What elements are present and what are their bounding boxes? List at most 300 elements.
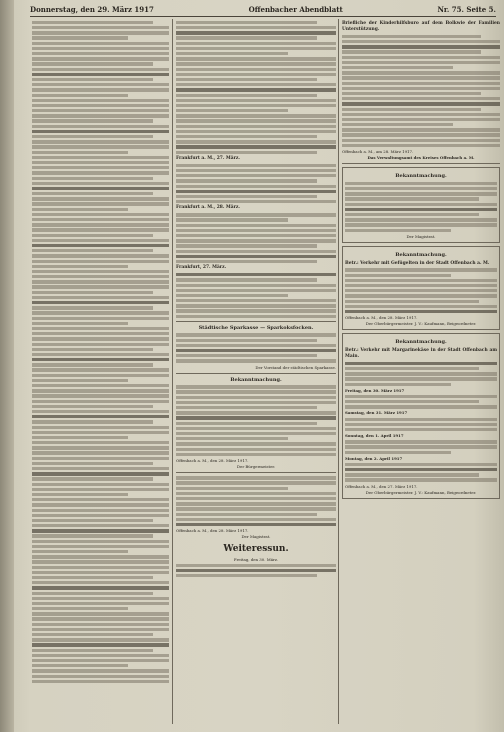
text-line (32, 47, 169, 50)
text-line (176, 427, 336, 430)
announcement-1-signature: Der Magistrat. (406, 233, 436, 239)
notice-b1-title: Briefliche der Kinderhilfsburo auf dem Bolkwie der Familien Unterstützung. (342, 21, 500, 32)
text-line (176, 104, 336, 107)
text-line (176, 349, 336, 352)
text-line (32, 228, 169, 231)
text-line (345, 289, 497, 292)
text-line (32, 368, 169, 371)
text-line (345, 300, 479, 303)
announcement-3 (342, 333, 500, 499)
text-line (32, 254, 169, 257)
text-line (32, 612, 169, 615)
text-line (32, 317, 169, 320)
text-line (176, 304, 336, 307)
text-line (32, 208, 128, 211)
text-line (32, 560, 169, 563)
notice-2-place: Offenbach a. M., den 28. März 1917. (176, 457, 249, 463)
text-line (345, 268, 497, 271)
text-line (342, 108, 481, 111)
notice-b1-signature: Das Verwaltungsamt des Kreises Offenbach a. M. (367, 155, 475, 161)
announcement-3-subject: Betr.: Verkehr mit Margarinekäse in der Stadt Offenbach am Main. (345, 347, 497, 359)
column-1 (32, 19, 169, 724)
text-line (176, 406, 317, 409)
text-line (345, 445, 497, 448)
text-line (176, 185, 336, 188)
text-line (176, 442, 336, 445)
text-line (32, 234, 153, 237)
text-line (345, 400, 479, 403)
text-line (176, 179, 317, 182)
text-line (32, 202, 169, 205)
text-line (176, 502, 336, 505)
text-line (32, 109, 169, 112)
schedule-day-4: Montag, den 2. April 1917 (345, 455, 403, 461)
text-line (32, 488, 169, 491)
text-line (176, 284, 336, 287)
text-line (32, 130, 169, 133)
article-dateline-3: Frankfurt, 27. März. (176, 265, 227, 271)
text-line (345, 440, 497, 443)
text-line (32, 218, 169, 221)
text-line (176, 31, 336, 34)
text-line (32, 498, 169, 501)
text-line (176, 94, 317, 97)
text-line (32, 68, 169, 71)
text-line (176, 190, 336, 193)
text-line (176, 229, 336, 232)
notice-sparkasse-title: Städtische Sparkasse — Sparkoksfocken. (198, 324, 314, 331)
text-line (32, 114, 169, 117)
text-line (32, 156, 169, 159)
text-line (176, 250, 336, 253)
text-line (32, 78, 153, 81)
text-line (345, 203, 497, 206)
text-line (32, 171, 169, 174)
text-line (342, 82, 500, 85)
text-line (342, 87, 500, 90)
text-line (176, 57, 336, 60)
text-line (32, 503, 169, 506)
text-line (345, 468, 497, 471)
text-line (176, 164, 336, 167)
text-line (176, 385, 336, 388)
text-line (32, 519, 153, 522)
text-line (342, 102, 500, 105)
text-line (32, 623, 169, 626)
announcement-2-title: Bekanntmachung. (395, 252, 447, 258)
text-line (32, 617, 169, 620)
text-line (176, 62, 336, 65)
text-line (32, 451, 169, 454)
announcement-3-place: Offenbach a. M., den 27. März 1917. (345, 483, 418, 489)
text-line (32, 88, 169, 91)
text-line (32, 586, 169, 589)
text-line (32, 280, 169, 283)
text-line (176, 278, 317, 281)
text-line (32, 638, 169, 641)
text-line (32, 669, 169, 672)
text-line (32, 363, 153, 366)
announcement-2-place: Offenbach a. M., den 28. März 1917. (345, 315, 418, 321)
text-line (32, 125, 169, 128)
page-header (30, 3, 496, 17)
text-line (176, 309, 336, 312)
text-line (345, 405, 497, 408)
text-line (32, 244, 169, 247)
text-line (32, 394, 169, 397)
text-line (345, 463, 497, 466)
text-line (176, 299, 336, 302)
text-line (32, 446, 169, 449)
schedule-day-3: Sonntag, den 1. April 1917 (345, 433, 404, 439)
text-line (176, 99, 336, 102)
text-line (176, 273, 336, 276)
text-line (342, 40, 500, 43)
text-line (345, 423, 497, 426)
text-line (176, 422, 317, 425)
text-line (32, 260, 169, 263)
text-line (32, 426, 169, 429)
text-line (32, 410, 169, 413)
text-line (345, 182, 497, 185)
text-line (345, 310, 497, 313)
text-line (176, 315, 336, 318)
notice-3-signature: Der Magistrat. (241, 534, 271, 540)
text-line (176, 26, 336, 29)
text-line (32, 389, 169, 392)
text-line (176, 73, 336, 76)
text-line (32, 477, 153, 480)
text-line (32, 83, 169, 86)
text-line (32, 441, 169, 444)
column-3 (338, 19, 500, 724)
text-line (176, 492, 336, 495)
text-line (32, 529, 169, 532)
text-line (32, 555, 169, 558)
text-line (342, 144, 500, 147)
notice-2-signature: Der Bürgermeister. (236, 464, 276, 470)
text-line (176, 513, 317, 516)
text-line (345, 187, 497, 190)
text-line (32, 633, 153, 636)
text-line (176, 125, 336, 128)
text-line (32, 576, 153, 579)
text-line (32, 649, 153, 652)
text-line (32, 197, 169, 200)
text-line (32, 291, 153, 294)
text-line (176, 135, 317, 138)
text-line (345, 377, 497, 380)
text-line (32, 301, 169, 304)
text-line (176, 574, 317, 577)
text-line (32, 431, 169, 434)
text-line (176, 333, 336, 336)
text-line (32, 145, 169, 148)
header-paper-title: Offenbacher Abendblatt (248, 5, 343, 14)
text-line (32, 99, 169, 102)
text-line (176, 114, 336, 117)
notice-b1-place: Offenbach a. M., am 28. März 1917. (342, 149, 414, 155)
text-line (176, 47, 336, 50)
text-line (32, 545, 169, 548)
text-line (345, 223, 497, 226)
text-line (176, 109, 288, 112)
book-spine (0, 0, 14, 732)
text-line (345, 478, 497, 481)
schedule-day-2: Samstag, den 31. März 1917 (345, 410, 408, 416)
text-line (176, 224, 336, 227)
column-2 (172, 19, 336, 724)
text-line (176, 354, 317, 357)
text-line (342, 128, 500, 131)
text-line (32, 275, 169, 278)
text-line (345, 428, 497, 431)
text-line (32, 436, 128, 439)
text-line (176, 42, 336, 45)
text-line (176, 260, 317, 263)
notice-3-place: Offenbach a. M., den 28. März 1917. (176, 528, 249, 534)
text-line (342, 76, 500, 79)
text-line (342, 45, 500, 48)
text-line (32, 348, 153, 351)
text-line (32, 353, 169, 356)
event-date: Freitag, den 30. März. (233, 556, 279, 562)
text-line (342, 97, 500, 100)
text-line (32, 223, 169, 226)
text-line (176, 195, 317, 198)
announcement-1-title: Bekanntmachung. (395, 173, 447, 180)
text-line (342, 56, 500, 59)
text-line (176, 239, 336, 242)
text-line (176, 145, 336, 148)
text-line (32, 26, 169, 29)
text-line (32, 52, 169, 55)
announcement-3-signature: Der Oberbürgermeister. J. V.: Kaufmann, Beigeordneter. (365, 489, 477, 495)
article-dateline-2: Frankfurt a. M., 28. März. (176, 205, 240, 211)
text-line (32, 358, 169, 361)
text-line (176, 130, 336, 133)
text-line (32, 654, 169, 657)
text-line (176, 416, 336, 419)
text-line (32, 265, 128, 268)
text-line (176, 140, 336, 143)
article-dateline-1: Frankfurt a. M., 27. März. (176, 155, 240, 161)
text-line (32, 94, 128, 97)
text-line (342, 113, 500, 116)
text-line (32, 177, 153, 180)
header-date: Donnerstag, den 29. März 1917 (30, 5, 154, 14)
text-line (32, 483, 169, 486)
text-line (345, 451, 451, 454)
text-line (176, 344, 336, 347)
text-line (342, 123, 453, 126)
announcement-2-signature: Der Oberbürgermeister. J. V.: Kaufmann, Beigeordneter. (365, 321, 477, 327)
text-line (32, 597, 169, 600)
text-line (32, 306, 153, 309)
event-title: Weiteressun. (223, 543, 289, 554)
text-line (32, 457, 169, 460)
announcement-1 (342, 167, 500, 243)
text-line (32, 182, 169, 185)
text-line (32, 322, 128, 325)
text-line (32, 571, 169, 574)
text-line (32, 213, 169, 216)
text-line (32, 36, 128, 39)
text-line (176, 200, 336, 203)
text-line (32, 509, 169, 512)
text-line (176, 401, 336, 404)
text-line (32, 462, 153, 465)
text-line (32, 592, 153, 595)
text-line (32, 607, 128, 610)
text-line (32, 540, 169, 543)
text-line (176, 36, 317, 39)
text-line (32, 467, 169, 470)
text-line (32, 405, 153, 408)
text-line (32, 161, 169, 164)
text-line (345, 274, 451, 277)
text-line (32, 119, 153, 122)
text-line (32, 643, 169, 646)
text-line (32, 400, 169, 403)
text-line (176, 481, 336, 484)
text-line (176, 507, 336, 510)
text-line (176, 78, 317, 81)
text-line (32, 514, 169, 517)
text-line (176, 289, 336, 292)
announcement-3-title: Bekanntmachung. (395, 339, 447, 346)
text-line (345, 284, 497, 287)
text-line (345, 305, 497, 308)
text-line (32, 602, 169, 605)
announcement-2 (342, 246, 500, 330)
text-line (345, 229, 451, 232)
text-line (32, 415, 169, 418)
text-line (176, 218, 288, 221)
text-line (32, 296, 169, 299)
text-line (32, 659, 169, 662)
text-line (32, 332, 169, 335)
text-line (342, 50, 481, 53)
text-line (345, 473, 479, 476)
text-line (342, 139, 500, 142)
text-line (342, 118, 500, 121)
text-line (176, 83, 336, 86)
text-line (176, 174, 336, 177)
text-line (176, 396, 336, 399)
text-line (32, 140, 169, 143)
text-line (32, 550, 128, 553)
text-line (32, 343, 169, 346)
text-line (32, 534, 153, 537)
text-line (32, 42, 169, 45)
text-line (32, 337, 169, 340)
text-line (32, 192, 153, 195)
text-line (345, 197, 479, 200)
text-line (32, 420, 153, 423)
text-line (176, 432, 336, 435)
text-line (345, 208, 497, 211)
text-line (342, 35, 481, 38)
text-line (176, 119, 336, 122)
text-line (32, 628, 169, 631)
notice-sparkasse-signature: Der Vorstand der städtischen Sparkasse. (255, 364, 336, 370)
text-line (32, 327, 169, 330)
text-line (32, 31, 169, 34)
text-line (176, 21, 317, 24)
text-line (32, 664, 128, 667)
text-line (176, 244, 317, 247)
text-line (32, 374, 169, 377)
text-line (176, 564, 336, 567)
text-line (176, 487, 288, 490)
text-line (32, 270, 169, 273)
text-line (176, 294, 288, 297)
text-line (345, 383, 451, 386)
text-line (32, 187, 169, 190)
text-line (176, 476, 336, 479)
announcement-2-subject: Betr.: Verkehr mit Gefügelten in der Stadt Offenbach a. M. (345, 260, 490, 266)
text-line (32, 285, 169, 288)
text-line (176, 453, 336, 456)
text-line (345, 418, 497, 421)
text-line (32, 675, 169, 678)
text-line (176, 518, 336, 521)
text-line (176, 151, 317, 154)
column-1-text-lines (32, 21, 169, 683)
text-line (32, 73, 169, 76)
text-line (176, 523, 336, 526)
text-line (342, 61, 500, 64)
text-line (176, 213, 336, 216)
text-line (345, 362, 497, 365)
text-line (345, 213, 479, 216)
text-line (345, 367, 479, 370)
text-line (32, 249, 153, 252)
text-line (32, 680, 169, 683)
text-line (345, 395, 497, 398)
text-line (176, 169, 336, 172)
text-line (176, 411, 336, 414)
text-line (345, 218, 497, 221)
header-page-number: Nr. 75. Seite 5. (437, 5, 496, 14)
text-line (342, 71, 500, 74)
text-line (176, 390, 336, 393)
text-line (345, 279, 497, 282)
text-line (342, 92, 481, 95)
text-line (32, 472, 169, 475)
text-line (32, 135, 153, 138)
text-line (176, 339, 317, 342)
text-line (176, 88, 336, 91)
text-line (32, 524, 169, 527)
text-line (32, 57, 169, 60)
text-line (32, 239, 169, 242)
text-line (345, 192, 497, 195)
text-line (32, 104, 169, 107)
text-line (32, 566, 169, 569)
text-line (342, 66, 453, 69)
text-line (32, 379, 128, 382)
schedule-day-1: Freitag, den 30. März 1917 (345, 387, 405, 393)
text-line (32, 384, 169, 387)
notice-2-title: Bekanntmachung. (230, 376, 282, 383)
text-line (32, 581, 169, 584)
text-line (176, 437, 288, 440)
text-line (32, 62, 153, 65)
text-line (176, 68, 336, 71)
text-line (176, 234, 336, 237)
